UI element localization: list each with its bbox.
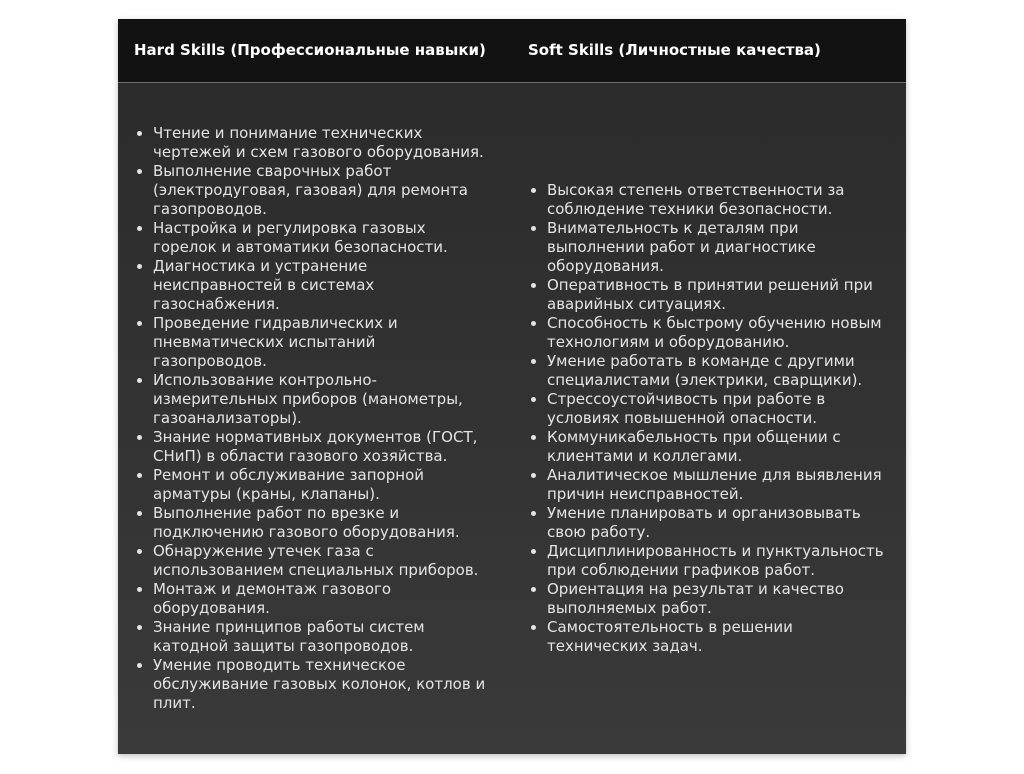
soft-skill-item: • Умение планировать и организовывать свою работу. bbox=[547, 504, 886, 542]
soft-skill-item: • Дисциплинированность и пунктуальность при соблюдении графиков работ. bbox=[547, 542, 886, 580]
hard-skill-item: • Монтаж и демонтаж газового оборудования. bbox=[153, 580, 492, 618]
soft-skills-list bbox=[512, 181, 906, 656]
hard-skill-item: • Чтение и понимание технических чертежей и схем газового оборудования. bbox=[153, 124, 492, 162]
table-header-row bbox=[118, 19, 906, 83]
soft-skill-item: • Высокая степень ответственности за соблюдение техники безопасности. bbox=[547, 181, 886, 219]
hard-skill-item: • Обнаружение утечек газа с использованием специальных приборов. bbox=[153, 542, 492, 580]
header-hard-skills: Hard Skills (Профессиональные навыки) bbox=[134, 41, 486, 59]
hard-skills-list bbox=[118, 124, 512, 713]
soft-skill-item: • Оперативность в принятии решений при аварийных ситуациях. bbox=[547, 276, 886, 314]
soft-skill-item: • Самостоятельность в решении технических задач. bbox=[547, 618, 886, 656]
hard-skill-item: • Использование контрольно-измерительных приборов (манометры, газоанализаторы). bbox=[153, 371, 492, 428]
hard-skill-item: • Выполнение сварочных работ (электродуговая, газовая) для ремонта газопроводов. bbox=[153, 162, 492, 219]
hard-skill-item: • Выполнение работ по врезке и подключению газового оборудования. bbox=[153, 504, 492, 542]
hard-skill-item: • Умение проводить техническое обслуживание газовых колонок, котлов и плит. bbox=[153, 656, 492, 713]
soft-skill-item: • Стрессоустойчивость при работе в условиях повышенной опасности. bbox=[547, 390, 886, 428]
soft-skill-item: • Коммуникабельность при общении с клиентами и коллегами. bbox=[547, 428, 886, 466]
skills-table bbox=[118, 19, 906, 754]
hard-skill-item: • Диагностика и устранение неисправностей в системах газоснабжения. bbox=[153, 257, 492, 314]
soft-skill-item: • Ориентация на результат и качество выполняемых работ. bbox=[547, 580, 886, 618]
hard-skill-item: • Знание нормативных документов (ГОСТ, СНиП) в области газового хозяйства. bbox=[153, 428, 492, 466]
soft-skill-item: • Умение работать в команде с другими специалистами (электрики, сварщики). bbox=[547, 352, 886, 390]
soft-skill-item: • Аналитическое мышление для выявления причин неисправностей. bbox=[547, 466, 886, 504]
header-soft-skills: Soft Skills (Личностные качества) bbox=[528, 41, 821, 59]
hard-skills-cell bbox=[118, 83, 512, 754]
soft-skill-item: • Способность к быстрому обучению новым технологиям и оборудованию. bbox=[547, 314, 886, 352]
hard-skill-item: • Проведение гидравлических и пневматических испытаний газопроводов. bbox=[153, 314, 492, 371]
soft-skills-cell bbox=[512, 83, 906, 754]
hard-skill-item: • Настройка и регулировка газовых горелок и автоматики безопасности. bbox=[153, 219, 492, 257]
hard-skill-item: • Знание принципов работы систем катодной защиты газопроводов. bbox=[153, 618, 492, 656]
hard-skill-item: • Ремонт и обслуживание запорной арматуры (краны, клапаны). bbox=[153, 466, 492, 504]
soft-skill-item: • Внимательность к деталям при выполнении работ и диагностике оборудования. bbox=[547, 219, 886, 276]
